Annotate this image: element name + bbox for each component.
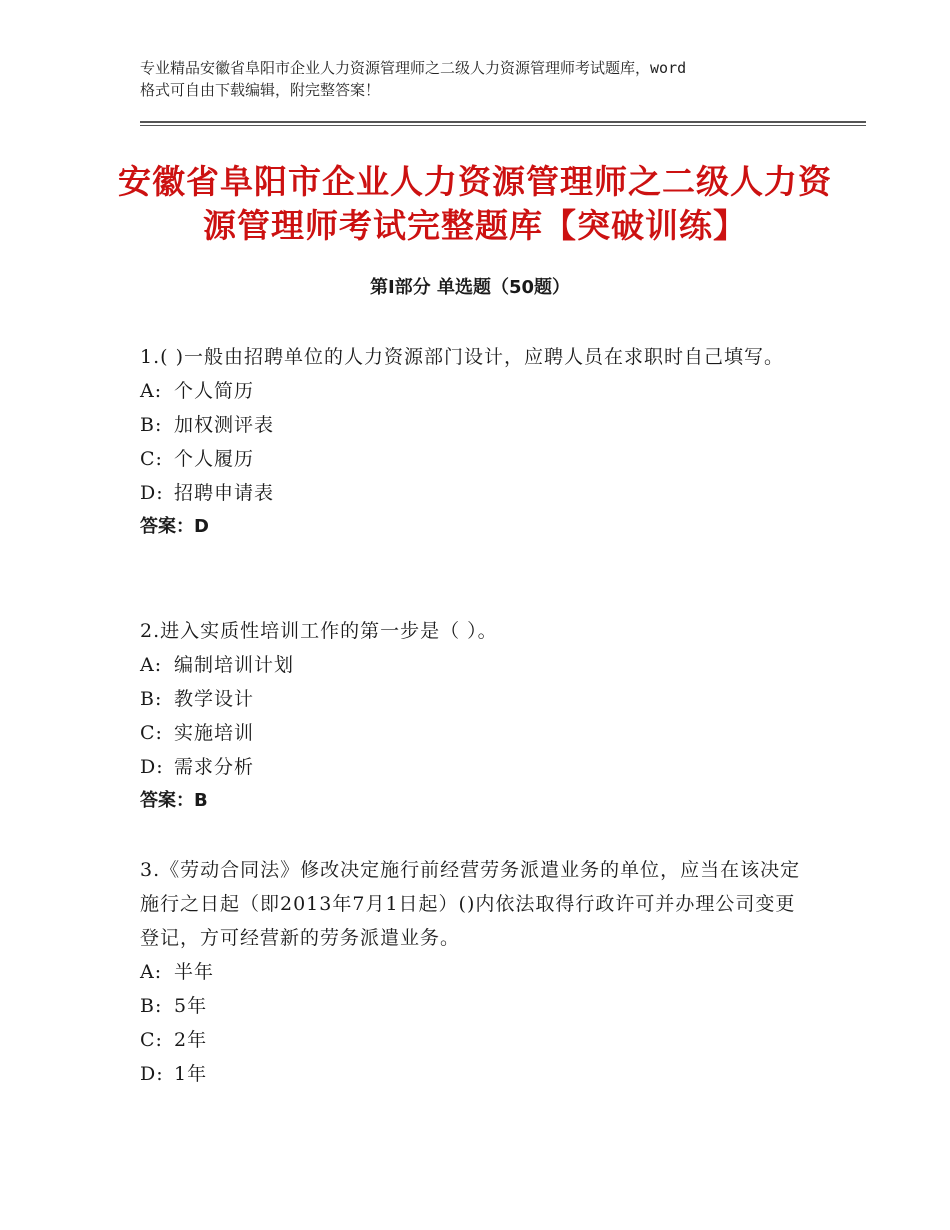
option-b xyxy=(140,408,810,442)
option-c xyxy=(140,442,810,476)
header-divider-thin xyxy=(140,125,866,126)
question-1 xyxy=(140,340,810,544)
answer-line: 答案：B xyxy=(140,790,208,811)
option-key: C: xyxy=(140,722,163,744)
option-text: 半年 xyxy=(174,961,215,983)
section-heading: 第Ⅰ部分 单选题（50题） xyxy=(369,277,570,298)
option-text: 招聘申请表 xyxy=(174,482,275,504)
option-text: 5年 xyxy=(174,995,208,1017)
option-a xyxy=(140,955,810,989)
option-text: 个人履历 xyxy=(174,448,255,470)
option-text: 加权测评表 xyxy=(174,414,275,436)
answer-line: 答案：D xyxy=(140,516,209,537)
question-3 xyxy=(140,853,810,1091)
option-text: 个人简历 xyxy=(174,380,255,402)
question-2 xyxy=(140,614,810,818)
option-key: B: xyxy=(140,995,163,1017)
option-a xyxy=(140,374,810,408)
option-d xyxy=(140,1057,810,1091)
option-d xyxy=(140,476,810,510)
option-a xyxy=(140,648,810,682)
option-key: B: xyxy=(140,414,163,436)
option-text: 1年 xyxy=(174,1063,208,1085)
option-c xyxy=(140,1023,810,1057)
option-d xyxy=(140,750,810,784)
option-text: 教学设计 xyxy=(174,688,255,710)
option-b xyxy=(140,989,810,1023)
option-key: A: xyxy=(140,961,163,983)
option-key: B: xyxy=(140,688,163,710)
header-note: 专业精品安徽省阜阳市企业人力资源管理师之二级人力资源管理师考试题库，word 格式可自由下载编辑，附完整答案！ xyxy=(140,59,687,99)
option-key: D: xyxy=(140,482,164,504)
option-key: D: xyxy=(140,756,164,778)
document-title: 安徽省阜阳市企业人力资源管理师之二级人力资源管理师考试完整题库【突破训练】 xyxy=(118,162,832,245)
option-text: 需求分析 xyxy=(174,756,255,778)
option-text: 编制培训计划 xyxy=(174,654,295,676)
option-key: A: xyxy=(140,654,163,676)
option-key: C: xyxy=(140,448,163,470)
option-key: D: xyxy=(140,1063,164,1085)
option-key: C: xyxy=(140,1029,163,1051)
option-b xyxy=(140,682,810,716)
header-divider-thick xyxy=(140,121,866,123)
question-stem: 2.进入实质性培训工作的第一步是（ ）。 xyxy=(140,620,498,642)
option-text: 实施培训 xyxy=(174,722,255,744)
question-stem: 3.《劳动合同法》修改决定施行前经营劳务派遣业务的单位，应当在该决定施行之日起（即2013年7月1日起）()内依法取得行政许可并办理公司变更登记，方可经营新的劳务派遣业务。 xyxy=(140,859,801,949)
question-stem: 1.( )一般由招聘单位的人力资源部门设计，应聘人员在求职时自己填写。 xyxy=(140,346,784,368)
option-text: 2年 xyxy=(174,1029,208,1051)
option-c xyxy=(140,716,810,750)
option-key: A: xyxy=(140,380,163,402)
